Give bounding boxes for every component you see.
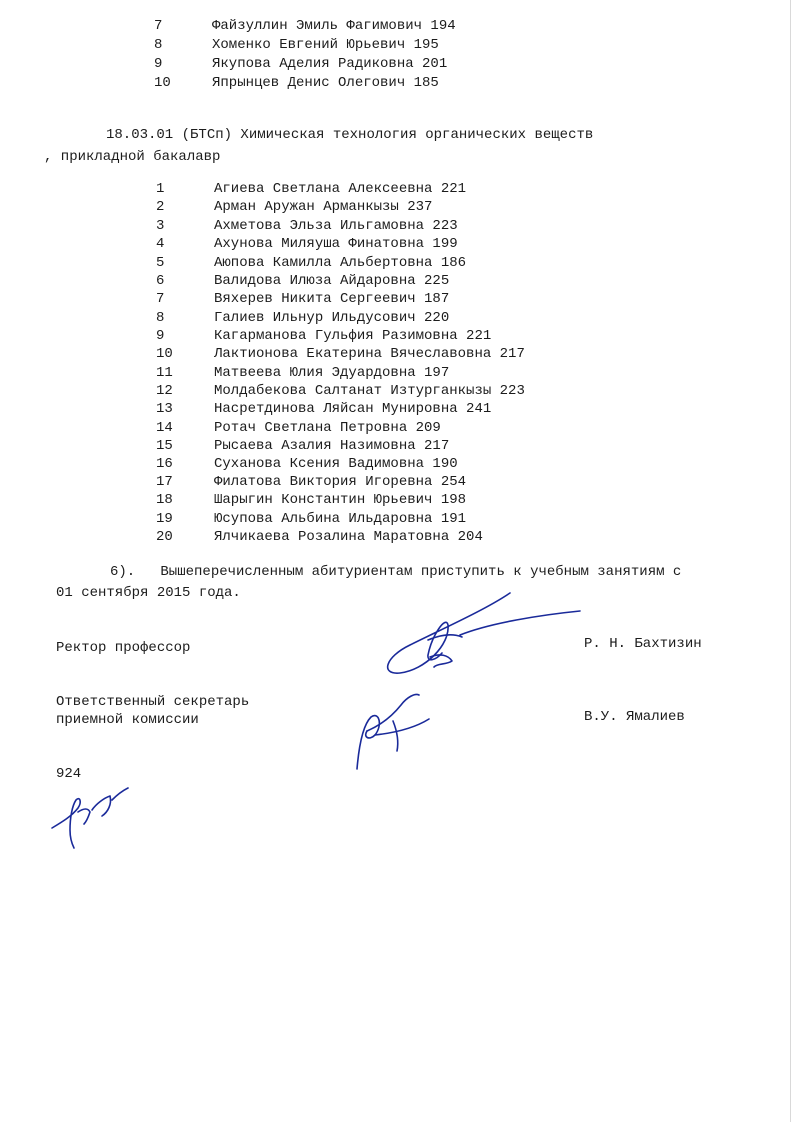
list-item-number: 10 <box>154 75 171 91</box>
list-item-text: Япрынцев Денис Олегович 185 <box>212 75 439 91</box>
paragraph-line-1: 6). Вышеперечисленным абитуриентам приступить к учебным занятиям с <box>110 564 682 580</box>
list-item-text: Кагарманова Гульфия Разимовна 221 <box>214 328 492 344</box>
list-item-text: Агиева Светлана Алексеевна 221 <box>214 181 467 197</box>
scan-edge-line <box>790 0 791 1122</box>
list-item-number: 8 <box>156 310 165 326</box>
list-item-text: Вяхерев Никита Сергеевич 187 <box>214 291 450 307</box>
list-item-text: Юсупова Альбина Ильдаровна 191 <box>214 511 467 527</box>
list-item-text: Аюпова Камилла Альбертовна 186 <box>214 255 467 271</box>
list-item-text: Якупова Аделия Радиковна 201 <box>212 56 448 72</box>
list-item-number: 10 <box>156 346 173 362</box>
list-item-text: Молдабекова Салтанат Изтурганкызы 223 <box>214 383 525 399</box>
secretary-name: В.У. Ямалиев <box>584 709 685 725</box>
secretary-signature <box>345 685 455 775</box>
list-item-number: 4 <box>156 236 165 252</box>
initials-signature <box>48 778 138 853</box>
paragraph-line-2: 01 сентября 2015 года. <box>56 585 241 601</box>
list-item-text: Ялчикаева Розалина Маратовна 204 <box>214 529 483 545</box>
list-item-text: Файзуллин Эмиль Фагимович 194 <box>212 18 456 34</box>
list-item-text: Арман Аружан Арманкызы 237 <box>214 199 433 215</box>
list-item-number: 20 <box>156 529 173 545</box>
list-item-text: Филатова Виктория Игоревна 254 <box>214 474 467 490</box>
list-item-number: 5 <box>156 255 165 271</box>
list-item-number: 17 <box>156 474 173 490</box>
list-item-number: 12 <box>156 383 173 399</box>
list-item-text: Ротач Светлана Петровна 209 <box>214 420 441 436</box>
list-item-number: 2 <box>156 199 165 215</box>
list-item-number: 14 <box>156 420 173 436</box>
rector-name: Р. Н. Бахтизин <box>584 636 702 652</box>
rector-title: Ректор профессор <box>56 640 191 656</box>
list-item-number: 1 <box>156 181 165 197</box>
list-item-text: Матвеева Юлия Эдуардовна 197 <box>214 365 450 381</box>
list-item-text: Ахметова Эльза Ильгамовна 223 <box>214 218 458 234</box>
list-item-number: 6 <box>156 273 165 289</box>
list-item-number: 9 <box>154 56 163 72</box>
list-item-number: 11 <box>156 365 173 381</box>
list-item-text: Валидова Илюза Айдаровна 225 <box>214 273 450 289</box>
list-item-text: Рысаева Азалия Назимовна 217 <box>214 438 450 454</box>
list-item-text: Лактионова Екатерина Вячеславовна 217 <box>214 346 525 362</box>
program-heading-line-2: , прикладной бакалавр <box>44 149 221 165</box>
list-item-number: 15 <box>156 438 173 454</box>
list-item-text: Галиев Ильнур Ильдусович 220 <box>214 310 450 326</box>
list-item-number: 9 <box>156 328 165 344</box>
document-code: 924 <box>56 766 82 782</box>
secretary-title-line-2: приемной комиссии <box>56 712 199 728</box>
list-item-number: 7 <box>154 18 163 34</box>
list-item-number: 19 <box>156 511 173 527</box>
list-item-text: Шарыгин Константин Юрьевич 198 <box>214 492 467 508</box>
list-item-number: 8 <box>154 37 163 53</box>
list-item-number: 18 <box>156 492 173 508</box>
secretary-title-line-1: Ответственный секретарь <box>56 694 250 710</box>
list-item-text: Насретдинова Ляйсан Мунировна 241 <box>214 401 492 417</box>
rector-signature <box>370 585 590 695</box>
list-item-number: 16 <box>156 456 173 472</box>
list-item-text: Суханова Ксения Вадимовна 190 <box>214 456 458 472</box>
list-item-number: 7 <box>156 291 165 307</box>
list-item-text: Хоменко Евгений Юрьевич 195 <box>212 37 439 53</box>
list-item-text: Ахунова Миляуша Финатовна 199 <box>214 236 458 252</box>
list-item-number: 13 <box>156 401 173 417</box>
list-item-number: 3 <box>156 218 165 234</box>
program-heading-line-1: 18.03.01 (БТСп) Химическая технология органических веществ <box>106 127 594 143</box>
